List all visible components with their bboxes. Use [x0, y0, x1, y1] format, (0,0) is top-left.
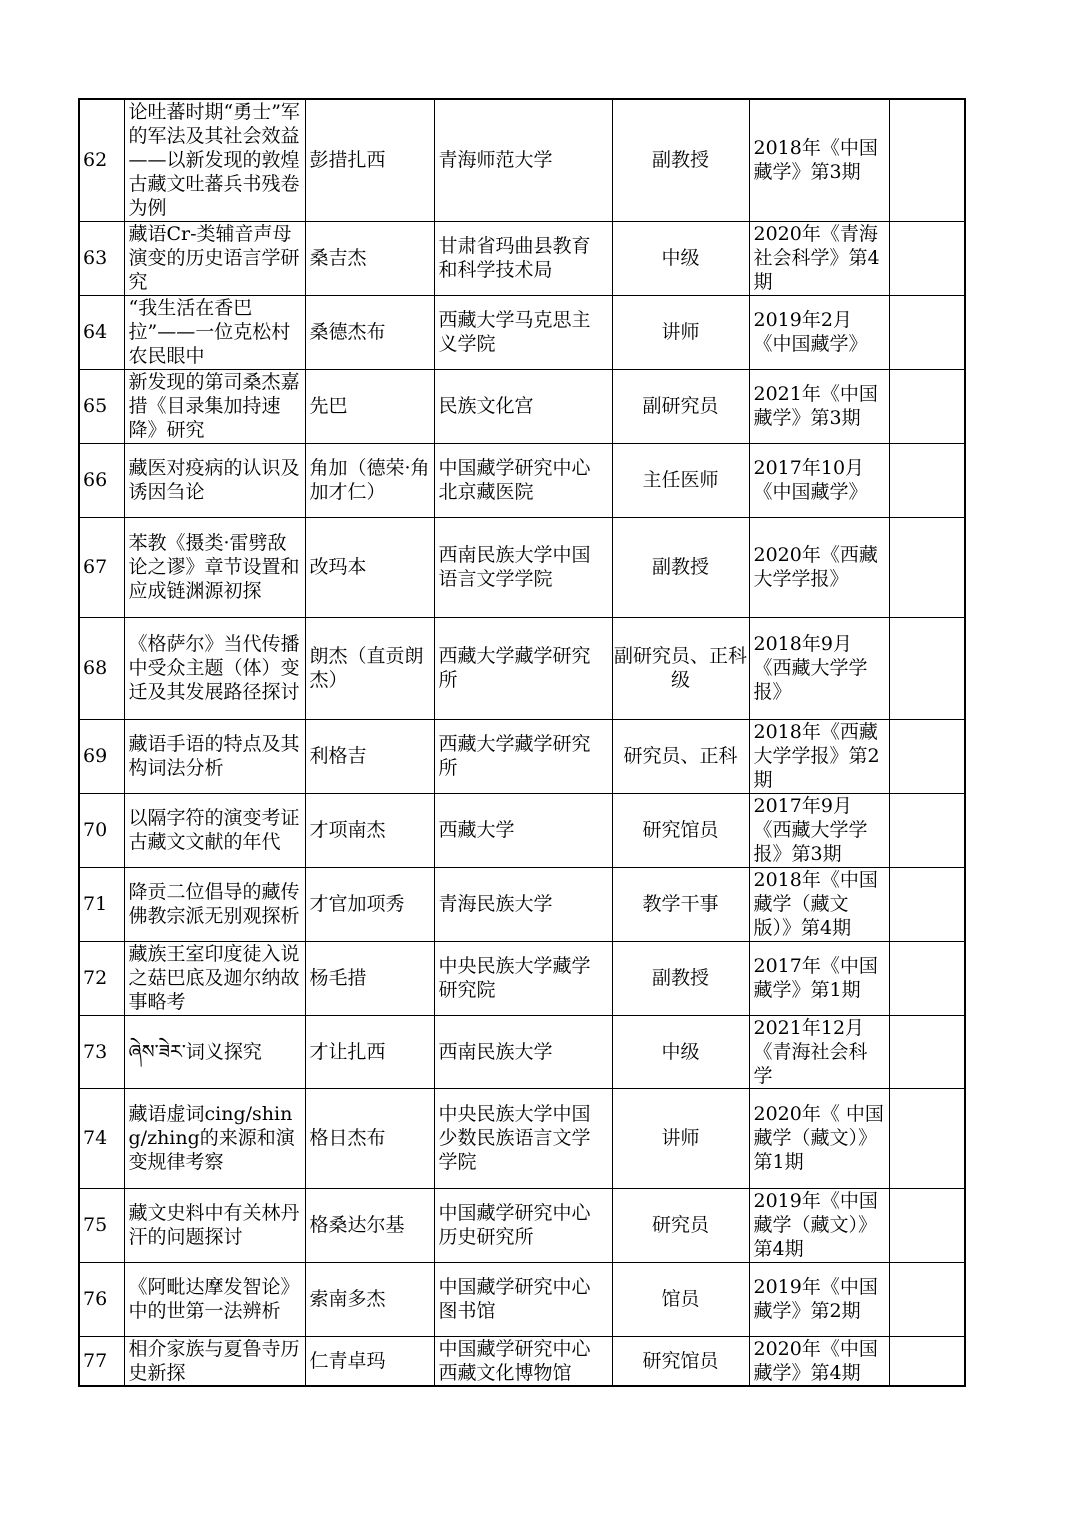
- row-number: 67: [79, 517, 124, 617]
- row-number: 72: [79, 941, 124, 1015]
- author-name: 索南多杰: [305, 1262, 434, 1336]
- paper-title: 藏语Cr-类辅音声母演变的历史语言学研究: [124, 221, 305, 295]
- publication: 2018年《西藏大学学报》第2期: [749, 719, 889, 793]
- author-name: 格桑达尔基: [305, 1188, 434, 1262]
- institution: 中国藏学研究中心西藏文化博物馆: [434, 1336, 612, 1386]
- publication: 2018年《中国藏学（藏文版）》第4期: [749, 867, 889, 941]
- institution: 青海民族大学: [434, 867, 612, 941]
- institution: 中国藏学研究中心历史研究所: [434, 1188, 612, 1262]
- row-number: 69: [79, 719, 124, 793]
- publication: 2019年《中国藏学（藏文）》第4期: [749, 1188, 889, 1262]
- institution: 西南民族大学中国语言文学学院: [434, 517, 612, 617]
- institution: 西藏大学藏学研究所: [434, 719, 612, 793]
- row-number: 74: [79, 1088, 124, 1188]
- note-cell: [889, 719, 965, 793]
- institution: 中央民族大学中国少数民族语言文学学院: [434, 1088, 612, 1188]
- table-row: [79, 719, 965, 793]
- table-row: [79, 617, 965, 719]
- row-number: 68: [79, 617, 124, 719]
- note-cell: [889, 867, 965, 941]
- paper-title: 藏语虚词cing/shing/zhing的来源和演变规律考察: [124, 1088, 305, 1188]
- institution: 甘肃省玛曲县教育和科学技术局: [434, 221, 612, 295]
- note-cell: [889, 221, 965, 295]
- author-name: 朗杰（直贡朗杰）: [305, 617, 434, 719]
- institution: 青海师范大学: [434, 99, 612, 221]
- author-name: 改玛本: [305, 517, 434, 617]
- row-number: 64: [79, 295, 124, 369]
- institution: 中央民族大学藏学研究院: [434, 941, 612, 1015]
- author-name: 先巴: [305, 369, 434, 443]
- note-cell: [889, 1188, 965, 1262]
- table-row: [79, 1015, 965, 1088]
- paper-title: 相介家族与夏鲁寺历史新探: [124, 1336, 305, 1386]
- job-title: 主任医师: [612, 443, 749, 517]
- job-title: 研究员: [612, 1188, 749, 1262]
- job-title: 研究馆员: [612, 793, 749, 867]
- author-name: 才项南杰: [305, 793, 434, 867]
- publication: 2020年《 中国藏学（藏文）》第1期: [749, 1088, 889, 1188]
- note-cell: [889, 517, 965, 617]
- job-title: 馆员: [612, 1262, 749, 1336]
- note-cell: [889, 295, 965, 369]
- author-name: 桑吉杰: [305, 221, 434, 295]
- row-number: 75: [79, 1188, 124, 1262]
- institution: 中国藏学研究中心图书馆: [434, 1262, 612, 1336]
- table-row: [79, 941, 965, 1015]
- note-cell: [889, 1336, 965, 1386]
- job-title: 教学干事: [612, 867, 749, 941]
- author-name: 仁青卓玛: [305, 1336, 434, 1386]
- author-name: 桑德杰布: [305, 295, 434, 369]
- row-number: 77: [79, 1336, 124, 1386]
- award-list-table: [78, 98, 966, 1387]
- paper-title: 新发现的第司桑杰嘉措《目录集加持速降》研究: [124, 369, 305, 443]
- job-title: 讲师: [612, 295, 749, 369]
- note-cell: [889, 1088, 965, 1188]
- row-number: 65: [79, 369, 124, 443]
- note-cell: [889, 793, 965, 867]
- table-row: [79, 1188, 965, 1262]
- paper-title: 降贡二位倡导的藏传佛教宗派无别观探析: [124, 867, 305, 941]
- paper-title: 以隔字符的演变考证古藏文文献的年代: [124, 793, 305, 867]
- table-row: [79, 295, 965, 369]
- author-name: 才官加项秀: [305, 867, 434, 941]
- job-title: 副研究员、正科级: [612, 617, 749, 719]
- institution: 西藏大学藏学研究所: [434, 617, 612, 719]
- table-row: [79, 1336, 965, 1386]
- table-row: [79, 793, 965, 867]
- paper-title: 苯教《摄类·雷劈敌论之谬》章节设置和应成链渊源初探: [124, 517, 305, 617]
- institution: 中国藏学研究中心北京藏医院: [434, 443, 612, 517]
- row-number: 76: [79, 1262, 124, 1336]
- job-title: 研究员、正科: [612, 719, 749, 793]
- publication: 2018年《中国藏学》第3期: [749, 99, 889, 221]
- paper-title: 《阿毗达摩发智论》中的世第一法辨析: [124, 1262, 305, 1336]
- note-cell: [889, 443, 965, 517]
- table-row: [79, 517, 965, 617]
- table-row: [79, 1262, 965, 1336]
- paper-title: 藏医对疫病的认识及诱因刍论: [124, 443, 305, 517]
- row-number: 63: [79, 221, 124, 295]
- paper-title: 《格萨尔》当代传播中受众主题（体）变迁及其发展路径探讨: [124, 617, 305, 719]
- row-number: 73: [79, 1015, 124, 1088]
- table-row: [79, 221, 965, 295]
- job-title: 副教授: [612, 941, 749, 1015]
- job-title: 副教授: [612, 99, 749, 221]
- table-body: [79, 99, 965, 1386]
- author-name: 才让扎西: [305, 1015, 434, 1088]
- publication: 2021年12月《青海社会科学: [749, 1015, 889, 1088]
- note-cell: [889, 941, 965, 1015]
- paper-title: ཞེས་ཟེར་词义探究: [124, 1015, 305, 1088]
- publication: 2020年《西藏大学学报》: [749, 517, 889, 617]
- publication: 2020年《中国藏学》第4期: [749, 1336, 889, 1386]
- table-row: [79, 443, 965, 517]
- paper-title: “我生活在香巴拉”——一位克松村农民眼中: [124, 295, 305, 369]
- author-name: 杨毛措: [305, 941, 434, 1015]
- paper-title: 藏族王室印度徒入说之菇巴底及迦尔纳故事略考: [124, 941, 305, 1015]
- job-title: 中级: [612, 221, 749, 295]
- institution: 西南民族大学: [434, 1015, 612, 1088]
- institution: 民族文化宫: [434, 369, 612, 443]
- publication: 2017年《中国藏学》第1期: [749, 941, 889, 1015]
- author-name: 彭措扎西: [305, 99, 434, 221]
- job-title: 中级: [612, 1015, 749, 1088]
- job-title: 副研究员: [612, 369, 749, 443]
- publication: 2018年9月《西藏大学学报》: [749, 617, 889, 719]
- job-title: 研究馆员: [612, 1336, 749, 1386]
- publication: 2021年《中国藏学》第3期: [749, 369, 889, 443]
- note-cell: [889, 1262, 965, 1336]
- publication: 2019年2月《中国藏学》: [749, 295, 889, 369]
- publication: 2017年10月《中国藏学》: [749, 443, 889, 517]
- table-row: [79, 99, 965, 221]
- author-name: 利格吉: [305, 719, 434, 793]
- note-cell: [889, 369, 965, 443]
- row-number: 71: [79, 867, 124, 941]
- row-number: 70: [79, 793, 124, 867]
- author-name: 角加（德荣·角加才仁）: [305, 443, 434, 517]
- table-row: [79, 1088, 965, 1188]
- publication: 2020年《青海社会科学》第4期: [749, 221, 889, 295]
- institution: 西藏大学马克思主义学院: [434, 295, 612, 369]
- table-row: [79, 867, 965, 941]
- paper-title: 藏语手语的特点及其构词法分析: [124, 719, 305, 793]
- author-name: 格日杰布: [305, 1088, 434, 1188]
- note-cell: [889, 99, 965, 221]
- paper-title: 藏文史料中有关林丹汗的问题探讨: [124, 1188, 305, 1262]
- job-title: 副教授: [612, 517, 749, 617]
- table-row: [79, 369, 965, 443]
- publication: 2019年《中国藏学》第2期: [749, 1262, 889, 1336]
- paper-title: 论吐蕃时期“勇士”军的军法及其社会效益——以新发现的敦煌古藏文吐蕃兵书残卷为例: [124, 99, 305, 221]
- note-cell: [889, 617, 965, 719]
- publication: 2017年9月《西藏大学学报》第3期: [749, 793, 889, 867]
- job-title: 讲师: [612, 1088, 749, 1188]
- institution: 西藏大学: [434, 793, 612, 867]
- row-number: 62: [79, 99, 124, 221]
- note-cell: [889, 1015, 965, 1088]
- row-number: 66: [79, 443, 124, 517]
